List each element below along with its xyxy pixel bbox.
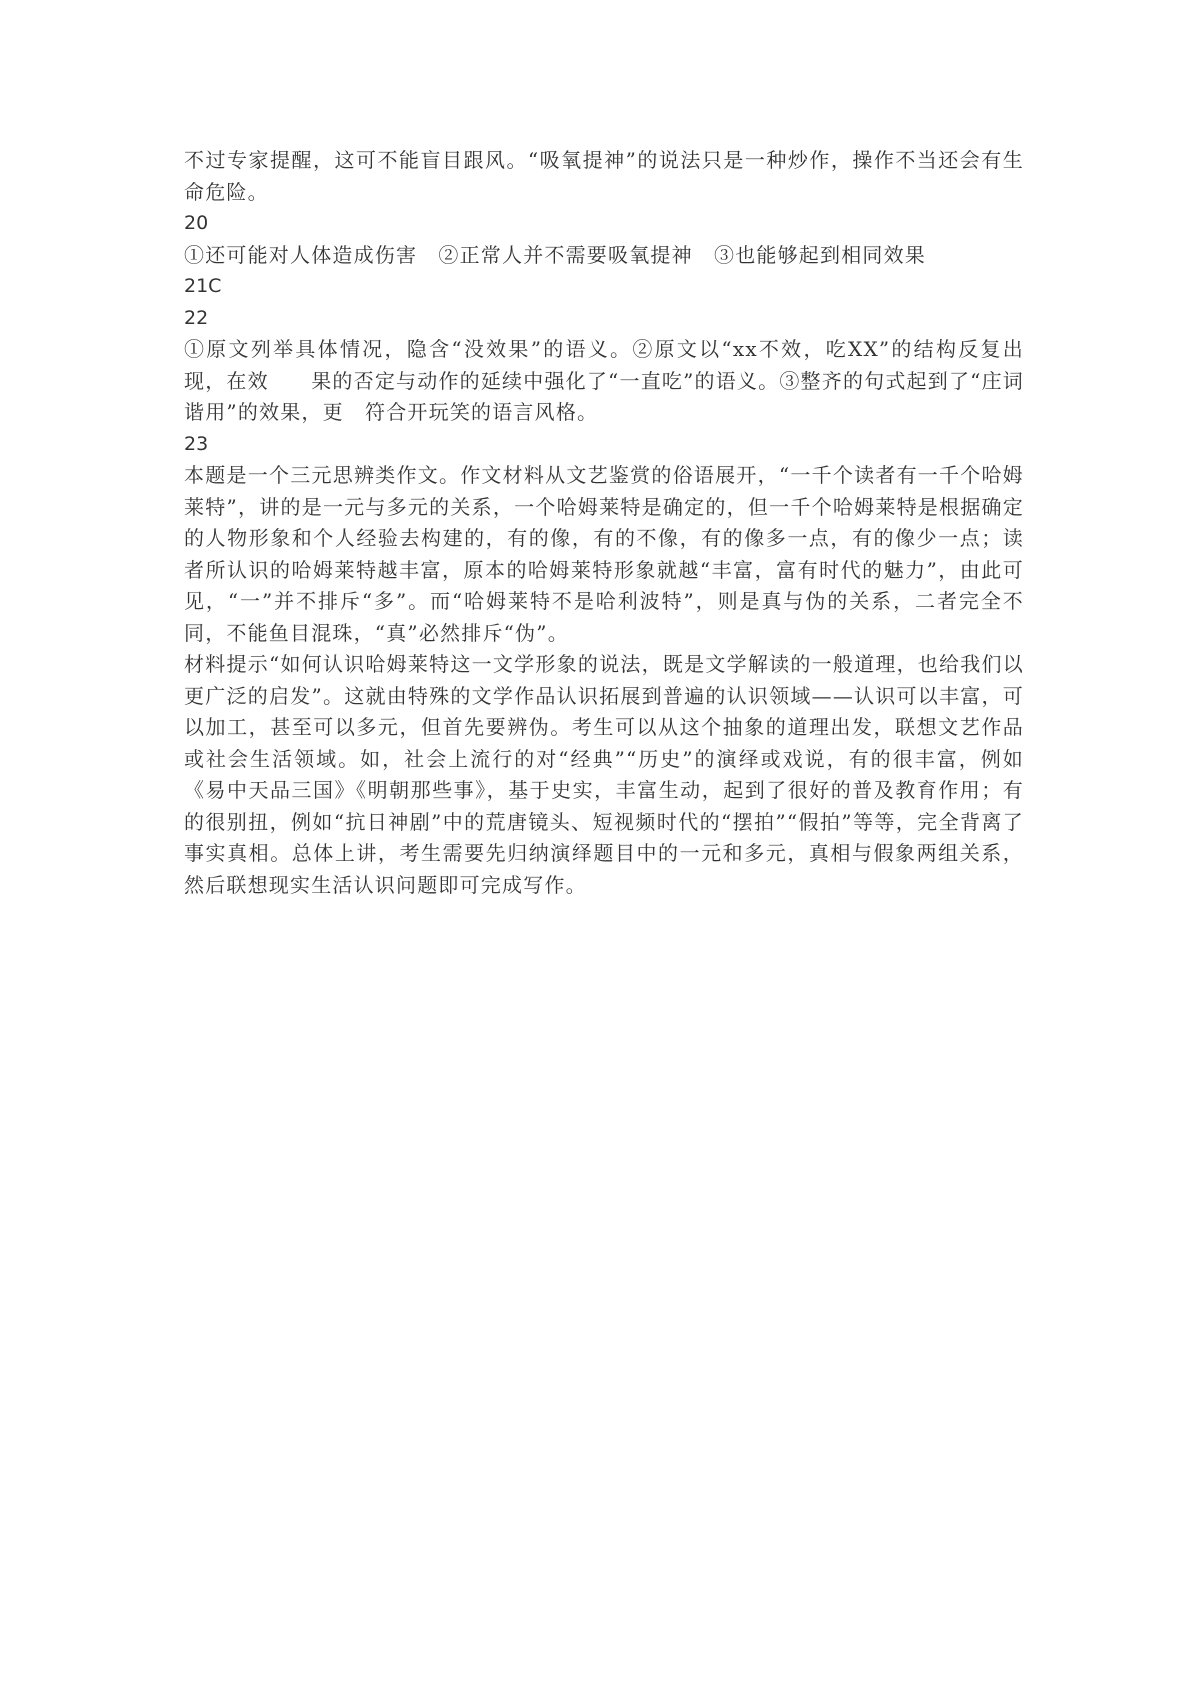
answer-23-paragraph-2: 材料提示“如何认识哈姆莱特这一文学形象的说法，既是文学解读的一般道理，也给我们以更广泛的启发”。这就由特殊的文学作品认识拓展到普遍的认识领域——认识可以丰富，可以加工，甚至可以多元，但首先要辨伪。考生可以从这个抽象的道理出发，联想文艺作品或社会生活领域。如，社会上流行的对“经典”“历史”的演绎或戏说，有的很丰富，例如《易中天品三国》《明朝那些事》，基于史实，丰富生动，起到了很好的普及教育作用；有的很别扭，例如“抗日神剧”中的荒唐镜头、短视频时代的“摆拍”“假拍”等等，完全背离了事实真相。总体上讲，考生需要先归纳演绎题目中的一元和多元，真相与假象两组关系，然后联想现实生活认识问题即可完成写作。 xyxy=(184,652,1024,897)
answer-text-block xyxy=(184,145,1024,901)
answer-20: ①还可能对人体造成伤害 ②正常人并不需要吸氧提神 ③也能够起到相同效果 xyxy=(184,242,926,267)
question-number-22: 22 xyxy=(184,306,209,329)
question-number-21: 21C xyxy=(184,275,222,297)
answer-22: ①原文列举具体情况，隐含“没效果”的语义。②原文以“xx不效，吃XX”的结构反复出现，在效 果的否定与动作的延续中强化了“一直吃”的语义。③整齐的句式起到了“庄词谐用”的效果，更 符合开玩笑的语言风格。 xyxy=(184,337,1024,424)
paragraph-expert-warning: 不过专家提醒，这可不能盲目跟风。“吸氧提神”的说法只是一种炒作，操作不当还会有生命危险。 xyxy=(184,148,1024,204)
question-number-20: 20 xyxy=(184,212,209,234)
question-number-23: 23 xyxy=(184,432,209,455)
answer-23-paragraph-1: 本题是一个三元思辨类作文。作文材料从文艺鉴赏的俗语展开，“一千个读者有一千个哈姆莱特”，讲的是一元与多元的关系，一个哈姆莱特是确定的，但一千个哈姆莱特是根据确定的人物形象和个人经验去构建的，有的像，有的不像，有的像多一点，有的像少一点；读者所认识的哈姆莱特越丰富，原本的哈姆莱特形象就越“丰富，富有时代的魅力”，由此可见，“一”并不排斥“多”。而“哈姆莱特不是哈利波特”，则是真与伪的关系，二者完全不同，不能鱼目混珠，“真”必然排斥“伪”。 xyxy=(184,463,1024,645)
